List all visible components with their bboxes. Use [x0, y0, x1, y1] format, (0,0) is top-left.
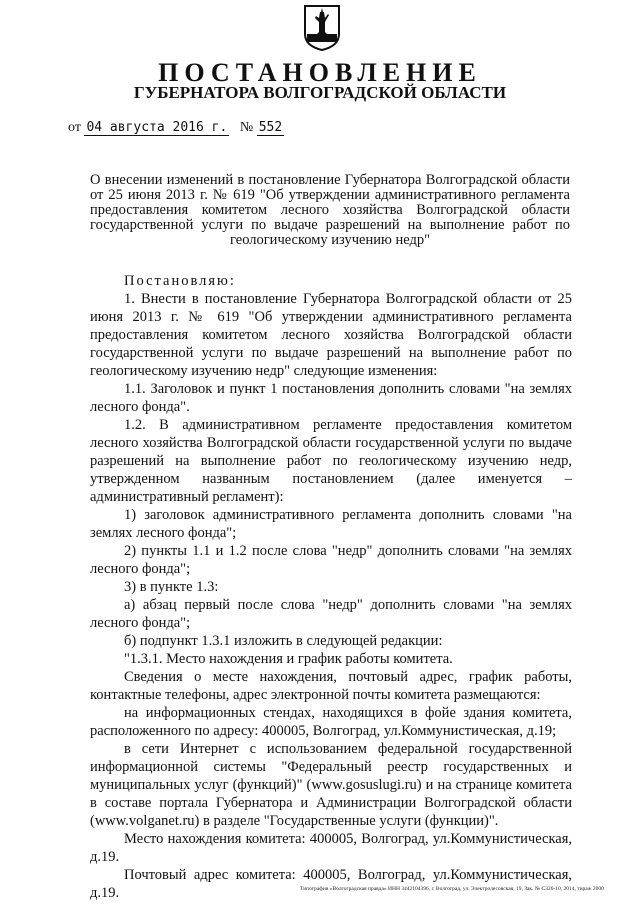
stands-paragraph: на информационных стендах, находящихся в фойе здания комитета, расположенного по адресу: 400005, Волгоград, ул.Коммунистическая, д.19; [90, 705, 572, 739]
document-type-title: ПОСТАНОВЛЕНИЕ [158, 58, 482, 87]
item-3: 3) в пункте 1.3: [124, 579, 219, 595]
subitem-a: а) абзац первый после слова "недр" дополнить словами "на землях лесного фонда"; [90, 597, 572, 631]
issuer-title: ГУБЕРНАТОРА ВОЛГОГРАДСКОЙ ОБЛАСТИ [133, 83, 507, 102]
subject-text: О внесении изменений в постановление Губернатора Волгоградской области от 25 июня 2013 г. № 619 "Об утверждении административного регламента предоставления комитетом лесного хозяйства Волгоградской области государственной услуги по выдаче разрешений на выполнение работ по геологическому изучению недр" [90, 172, 570, 248]
item-1: 1) заголовок административного регламента дополнить словами "на землях лесного фонда"; [90, 507, 572, 541]
paragraph-1: 1. Внести в постановление Губернатора Волгоградской области от 25 июня 2013 г. № 619 "Об утверждении административного регламента предоставления комитетом лесного хозяйства Волгоградской области государственной услуги по выдаче разрешений на выполнение работ по геологическому изучению недр" следующие изменения: [90, 291, 572, 379]
decree-body [90, 272, 572, 902]
decree-number: 552 [258, 120, 283, 135]
print-info-footer: Типография «Волгоградская правда» ИНН 3442104396, г. Волгоград, ул. Электролесовская, 19, Зак. № С326-10, 2014, тираж 2000 [300, 886, 604, 892]
paragraph-1-2: 1.2. В административном регламенте предоставления комитетом лесного хозяйства Волгоградской области государственной услуги по выдаче разрешений на выполнение работ по геологическому изучению недр, утвержденном названным постановлением (далее именуется – административный регламент): [90, 417, 572, 505]
subitem-b: б) подпункт 1.3.1 изложить в следующей редакции: [124, 633, 443, 649]
location-paragraph: Место нахождения комитета: 400005, Волгоград, ул.Коммунистическая, д.19. [90, 831, 572, 865]
item-2: 2) пункты 1.1 и 1.2 после слова "недр" дополнить словами "на землях лесного фонда"; [90, 543, 572, 577]
postal-paragraph: Почтовый адрес комитета: 400005, Волгоград, ул.Коммунистическая, д.19. [90, 867, 572, 901]
date-prefix: от [68, 120, 81, 135]
coat-of-arms-emblem [303, 4, 341, 52]
decree-subject [90, 173, 570, 248]
info-paragraph: Сведения о месте нахождения, почтовый адрес, график работы, контактные телефоны, адрес электронной почты комитета размещаются: [90, 669, 572, 703]
internet-paragraph: в сети Интернет с использованием федеральной государственной информационной системы "Федеральный реестр государственных и муниципальных услуг (функций)" (www.gosuslugi.ru) и на странице комитета в составе портала Губернатора и Администрации Волгоградской области (www.volganet.ru) в разделе "Государственные услуги (функции)". [90, 741, 572, 829]
paragraph-1-1: 1.1. Заголовок и пункт 1 постановления дополнить словами "на землях лесного фонда". [90, 381, 572, 415]
decree-date-number [68, 120, 284, 136]
number-prefix: № [239, 120, 254, 135]
resolve-heading: Постановляю: [124, 273, 236, 289]
decree-date: 04 августа 2016 г. [86, 120, 228, 135]
clause-1-3-1: "1.3.1. Место нахождения и график работы комитета. [124, 651, 453, 667]
